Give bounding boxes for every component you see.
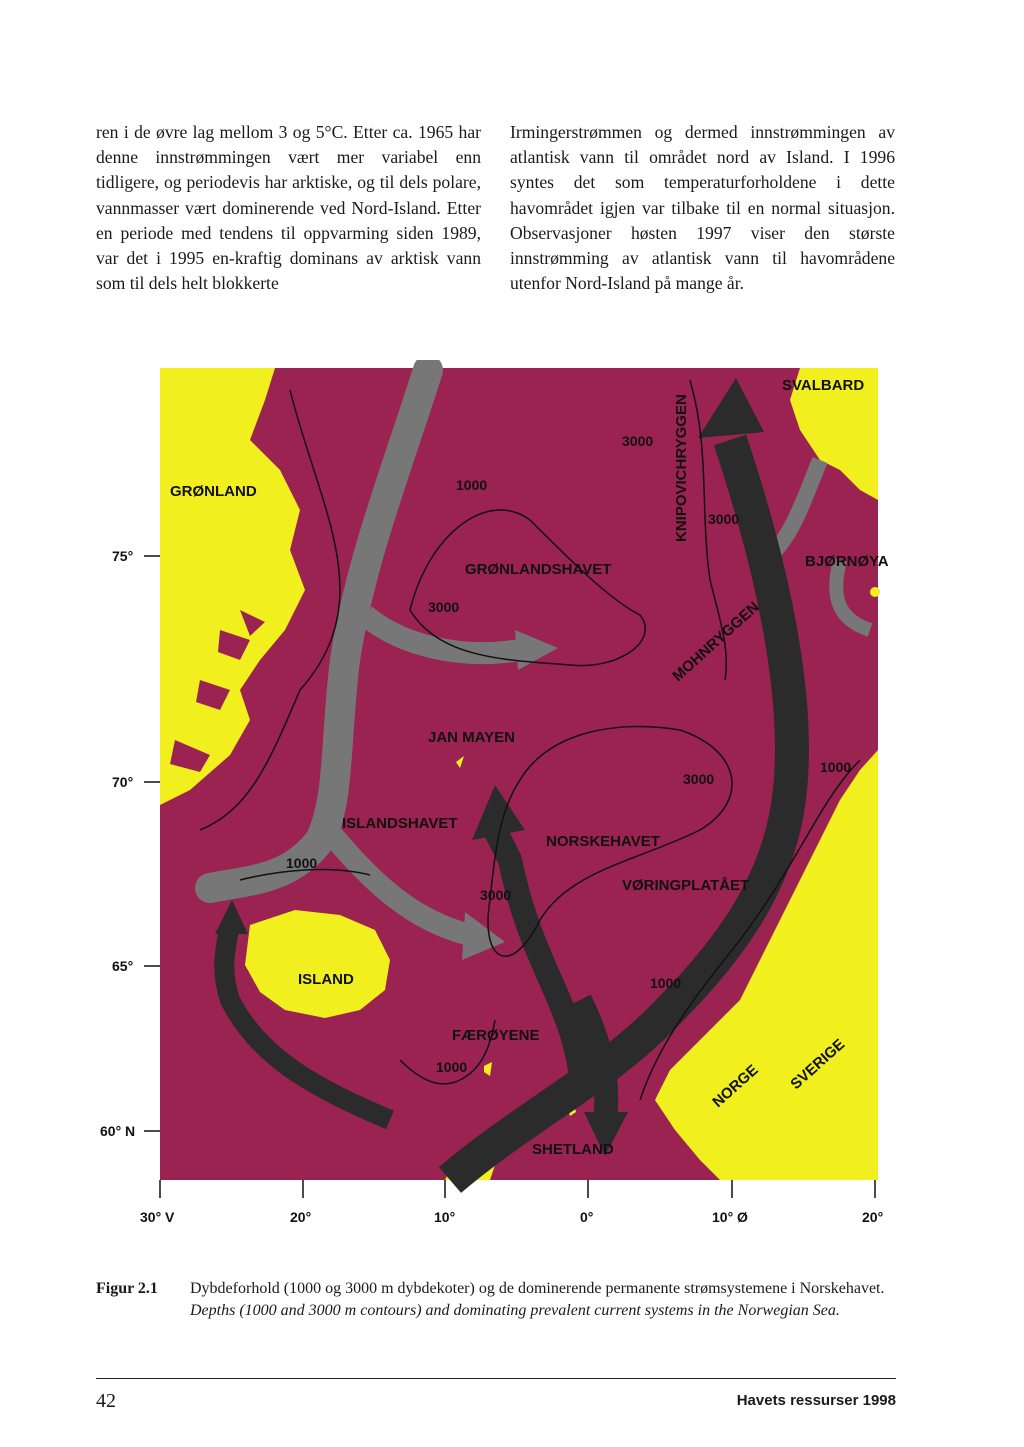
- label-island: ISLAND: [298, 971, 354, 988]
- lon-label: 10° Ø: [712, 1209, 748, 1225]
- lon-label: 20°: [862, 1209, 884, 1225]
- depth-label: 1000: [820, 759, 852, 775]
- depth-label: 3000: [622, 433, 654, 449]
- lat-axis: [144, 556, 160, 1131]
- label-gronland: GRØNLAND: [170, 483, 257, 500]
- lat-label: 65°: [112, 958, 134, 974]
- depth-label: 3000: [480, 887, 512, 903]
- left-paragraph: ren i de øvre lag mellom 3 og 5°C. Etter ca. 1965 har denne innstrømmingen vært mer variabel enn tidligere, og periodevis har arktiske, og til dels polare, vannmasser vært dominerende ved Nord-Island. Etter en periode med tendens til oppvarming siden 1989, var det i 1995 en-kraftig dominans av arktisk vann som til dels helt blokkerte: [96, 122, 481, 294]
- label-sverige: SVERIGE: [787, 1035, 849, 1093]
- lon-label: 10°: [434, 1209, 456, 1225]
- depth-label: 3000: [708, 511, 740, 527]
- figure-label: Figur 2.1: [96, 1280, 158, 1297]
- caption-norwegian: Dybdeforhold (1000 og 3000 m dybdekoter) og de dominerende permanente strømsystemene i Norskehavet.: [190, 1280, 885, 1297]
- lon-label: 20°: [290, 1209, 312, 1225]
- label-knipovichryggen: KNIPOVICHRYGGEN: [673, 394, 690, 542]
- bjornoya-land: [870, 587, 880, 597]
- depth-label: 1000: [286, 855, 318, 871]
- label-norskehavet: NORSKEHAVET: [546, 833, 660, 850]
- lat-label: 70°: [112, 774, 134, 790]
- depth-label: 3000: [683, 771, 715, 787]
- depth-label: 1000: [456, 477, 488, 493]
- label-faeroyene: FÆRØYENE: [452, 1027, 540, 1044]
- right-paragraph: Irmingerstrømmen og dermed innstrømmingen av atlantisk vann til området nord av Island. I 1996 syntes det som temperaturforholdene i dette havområdet igjen var tilbake til en normal situasjon. Observasjoner høsten 1997 viser den største innstrømming av atlantisk vann til havområdene utenfor Nord-Island på mange år.: [510, 122, 895, 294]
- norwegian-sea-map: [100, 360, 900, 1240]
- depth-label: 1000: [436, 1059, 468, 1075]
- label-voringplataet: VØRINGPLATÅET: [622, 877, 750, 894]
- body-text-right-column: [510, 120, 895, 296]
- lon-label: 0°: [580, 1209, 594, 1225]
- label-islandshavet: ISLANDSHAVET: [342, 815, 458, 832]
- lon-label: 30° V: [140, 1209, 175, 1225]
- figure-caption: [96, 1278, 896, 1322]
- label-norge: NORGE: [709, 1061, 762, 1111]
- label-shetland: SHETLAND: [532, 1141, 614, 1158]
- label-bjornoya: BJØRNØYA: [805, 553, 889, 570]
- running-title: Havets ressurser 1998: [736, 1392, 896, 1409]
- page-number: 42: [96, 1390, 116, 1412]
- lat-label: 60° N: [100, 1123, 136, 1139]
- label-svalbard: SVALBARD: [782, 377, 865, 394]
- label-gronlandshavet: GRØNLANDSHAVET: [465, 561, 612, 578]
- label-jan-mayen: JAN MAYEN: [428, 729, 515, 746]
- label-mohnryggen: MOHNRYGGEN: [669, 598, 763, 685]
- depth-label: 1000: [650, 975, 682, 991]
- lat-label: 75°: [112, 548, 134, 564]
- body-text-left-column: [96, 120, 481, 296]
- caption-english: Depths (1000 and 3000 m contours) and dominating prevalent current systems in the Norwegian Sea.: [190, 1302, 840, 1319]
- depth-label: 3000: [428, 599, 460, 615]
- footer-rule: [96, 1378, 896, 1379]
- lon-axis: [160, 1180, 875, 1198]
